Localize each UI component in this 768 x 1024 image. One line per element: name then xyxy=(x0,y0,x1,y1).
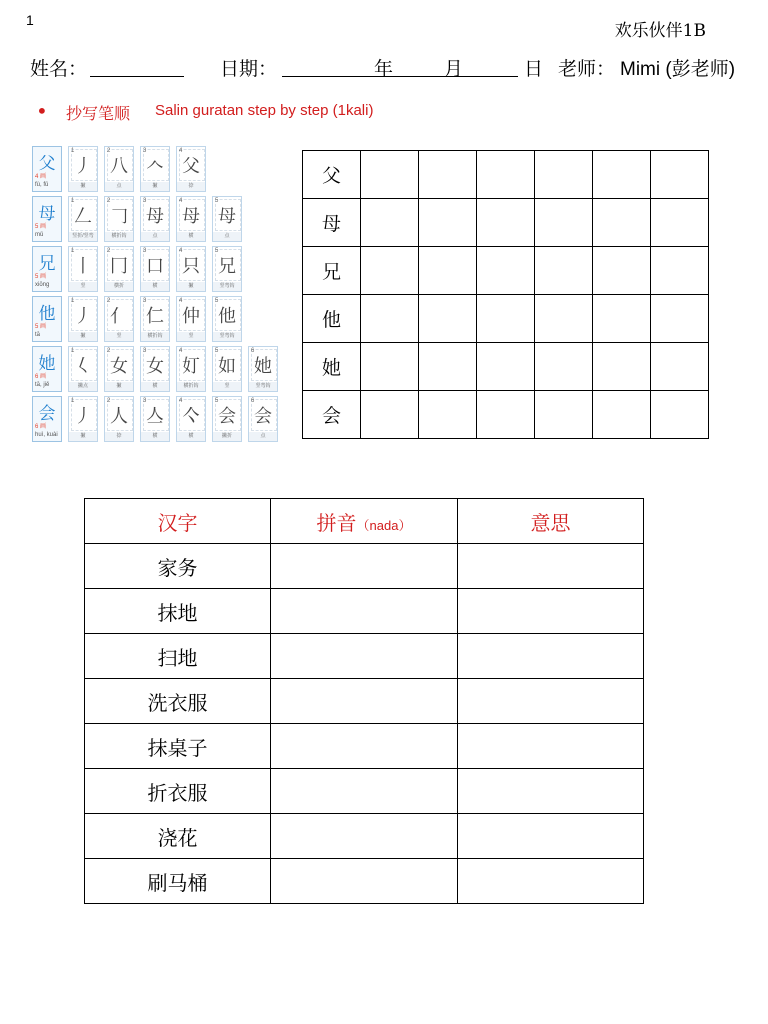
stroke-step-name: 撇 xyxy=(177,282,205,291)
practice-cell[interactable] xyxy=(361,343,419,391)
vocab-row xyxy=(85,544,644,589)
stroke-step-number: 2 xyxy=(107,298,111,304)
stroke-step-number: 3 xyxy=(143,148,147,154)
practice-cell[interactable] xyxy=(593,247,651,295)
vocab-row xyxy=(85,769,644,814)
stroke-step-name: 撇 xyxy=(69,432,97,441)
stroke-step-number: 3 xyxy=(143,198,147,204)
vocab-row xyxy=(85,589,644,634)
stroke-step-name: 捺 xyxy=(105,432,133,441)
stroke-step-number: 5 xyxy=(215,348,219,354)
stroke-step-number: 4 xyxy=(179,298,183,304)
stroke-step-number: 4 xyxy=(179,398,183,404)
stroke-step-name: 撇 xyxy=(69,332,97,341)
stroke-step-glyph: 仲 xyxy=(182,306,200,327)
practice-cell[interactable] xyxy=(361,247,419,295)
stroke-step xyxy=(68,346,98,392)
stroke-step xyxy=(104,296,134,342)
practice-cell[interactable] xyxy=(593,295,651,343)
practice-grid xyxy=(302,150,709,439)
stroke-step-glyph: 𠆢 xyxy=(146,156,164,177)
stroke-step xyxy=(212,346,242,392)
stroke-char: 他 xyxy=(38,304,56,324)
stroke-step xyxy=(140,146,170,192)
vocab-word: 扫地 xyxy=(85,634,271,679)
stroke-step xyxy=(104,246,134,292)
stroke-step-name: 点 xyxy=(213,232,241,241)
practice-cell[interactable] xyxy=(419,295,477,343)
stroke-char-cell xyxy=(32,146,62,192)
name-label: 姓名： xyxy=(30,58,88,80)
vocab-word: 刷马桶 xyxy=(85,859,271,904)
stroke-char-cell xyxy=(32,196,62,242)
instruction-chinese: 抄写笔顺 xyxy=(66,104,131,123)
practice-cell[interactable] xyxy=(535,391,593,439)
stroke-char: 父 xyxy=(38,154,56,174)
practice-cell[interactable] xyxy=(593,199,651,247)
header-pinyin-label: 拼音 xyxy=(316,510,357,535)
stroke-step-name: 横 xyxy=(141,382,169,391)
practice-cell[interactable] xyxy=(593,151,651,199)
teacher-name: Mimi (彭老师) xyxy=(620,59,736,80)
header-pinyin xyxy=(271,499,458,544)
practice-cell[interactable] xyxy=(651,391,709,439)
stroke-step-glyph: 母 xyxy=(218,206,236,227)
stroke-step-glyph: 亽 xyxy=(182,406,200,427)
stroke-step-number: 2 xyxy=(107,348,111,354)
stroke-step-name: 横 xyxy=(177,232,205,241)
stroke-step-number: 5 xyxy=(215,398,219,404)
meaning-answer-cell[interactable] xyxy=(458,634,644,679)
stroke-step xyxy=(176,146,206,192)
practice-cell[interactable] xyxy=(535,199,593,247)
book-title: 欢乐伙伴1B xyxy=(614,21,706,41)
stroke-char: 兄 xyxy=(38,254,56,274)
stroke-step-glyph: 她 xyxy=(254,356,272,377)
stroke-pinyin: fù, fǔ xyxy=(35,182,49,188)
stroke-char-cell xyxy=(32,396,62,442)
stroke-step-number: 2 xyxy=(107,248,111,254)
stroke-step-name: 点 xyxy=(249,432,277,441)
stroke-step-name: 竖 xyxy=(69,282,97,291)
stroke-step-glyph: 冂 xyxy=(110,256,128,277)
stroke-count: 4 画 xyxy=(35,174,47,180)
month-label: 月 xyxy=(444,58,464,80)
page-number: 1 xyxy=(26,12,34,28)
stroke-step-glyph: 母 xyxy=(182,206,200,227)
stroke-step-number: 2 xyxy=(107,198,111,204)
stroke-step-glyph: 奵 xyxy=(182,356,200,377)
vocab-word: 浇花 xyxy=(85,814,271,859)
stroke-step-glyph: 亻 xyxy=(110,306,128,327)
practice-model-char: 兄 xyxy=(303,247,361,295)
stroke-step-glyph: 仁 xyxy=(146,306,164,327)
stroke-step-name: 横折钩 xyxy=(141,332,169,341)
stroke-char-cell xyxy=(32,296,62,342)
practice-row xyxy=(303,199,709,247)
stroke-step-name: 点 xyxy=(105,182,133,191)
stroke-step xyxy=(248,346,278,392)
practice-model-char: 母 xyxy=(303,199,361,247)
stroke-step-name: 横折钩 xyxy=(105,232,133,241)
stroke-step xyxy=(68,196,98,242)
stroke-step-number: 1 xyxy=(71,398,75,404)
stroke-char: 会 xyxy=(38,404,56,424)
stroke-step-glyph: 只 xyxy=(182,256,200,277)
stroke-pinyin: tā, jiě xyxy=(35,382,50,388)
practice-cell[interactable] xyxy=(535,343,593,391)
vocab-table xyxy=(84,498,644,904)
practice-cell[interactable] xyxy=(535,295,593,343)
stroke-step-number: 3 xyxy=(143,348,147,354)
stroke-step-glyph: 丿 xyxy=(74,406,92,427)
vocab-word: 洗衣服 xyxy=(85,679,271,724)
stroke-step-name: 竖弯钩 xyxy=(213,282,241,291)
stroke-step-name: 横折钩 xyxy=(177,382,205,391)
practice-cell[interactable] xyxy=(419,199,477,247)
stroke-step-name: 竖 xyxy=(177,332,205,341)
stroke-step-name: 横 xyxy=(141,282,169,291)
stroke-step xyxy=(104,146,134,192)
stroke-step xyxy=(104,346,134,392)
practice-cell[interactable] xyxy=(419,343,477,391)
practice-cell[interactable] xyxy=(651,151,709,199)
stroke-pinyin: mǔ xyxy=(35,232,44,238)
practice-cell[interactable] xyxy=(419,391,477,439)
stroke-step-number: 1 xyxy=(71,148,75,154)
practice-cell[interactable] xyxy=(593,343,651,391)
stroke-step-name: 撇 xyxy=(141,182,169,191)
stroke-step-name: 竖 xyxy=(213,382,241,391)
stroke-step-name: 竖折/竖弯 xyxy=(69,232,97,241)
practice-cell[interactable] xyxy=(651,247,709,295)
stroke-step-number: 2 xyxy=(107,398,111,404)
stroke-step xyxy=(212,296,242,342)
stroke-pinyin: huì, kuài xyxy=(35,432,58,438)
stroke-step-name: 竖弯钩 xyxy=(249,382,277,391)
practice-cell[interactable] xyxy=(361,151,419,199)
vocab-word: 折衣服 xyxy=(85,769,271,814)
stroke-step-number: 1 xyxy=(71,248,75,254)
stroke-step xyxy=(140,396,170,442)
stroke-step xyxy=(68,246,98,292)
stroke-step-number: 5 xyxy=(215,198,219,204)
stroke-step-glyph: 女 xyxy=(146,356,164,377)
stroke-step-name: 横 xyxy=(141,432,169,441)
stroke-step-number: 3 xyxy=(143,248,147,254)
name-blank[interactable] xyxy=(90,56,184,77)
practice-cell[interactable] xyxy=(361,199,419,247)
bullet-icon: • xyxy=(36,99,48,123)
practice-cell[interactable] xyxy=(477,295,535,343)
practice-model-char: 会 xyxy=(303,391,361,439)
stroke-step-name: 撇 xyxy=(105,382,133,391)
vocab-header-row xyxy=(85,499,644,544)
stroke-step-number: 6 xyxy=(251,348,255,354)
pinyin-answer-cell[interactable] xyxy=(271,634,458,679)
stroke-step-glyph: 他 xyxy=(218,306,236,327)
stroke-step xyxy=(140,346,170,392)
practice-model-char: 他 xyxy=(303,295,361,343)
stroke-step-glyph: 亼 xyxy=(146,406,164,427)
meaning-answer-cell[interactable] xyxy=(458,859,644,904)
stroke-count: 5 画 xyxy=(35,274,47,280)
practice-cell[interactable] xyxy=(535,247,593,295)
stroke-step-glyph: 𠃌 xyxy=(110,206,128,227)
practice-cell[interactable] xyxy=(419,151,477,199)
practice-cell[interactable] xyxy=(477,391,535,439)
date-blank[interactable] xyxy=(282,56,518,77)
stroke-step xyxy=(176,296,206,342)
stroke-step-name: 竖弯钩 xyxy=(213,332,241,341)
stroke-step-number: 1 xyxy=(71,198,75,204)
header-pinyin-note: （nada） xyxy=(356,517,412,533)
teacher-label: 老师： xyxy=(558,58,616,80)
stroke-step-glyph: 如 xyxy=(218,356,236,377)
stroke-step xyxy=(176,396,206,442)
stroke-step-name: 撇 xyxy=(69,182,97,191)
stroke-step xyxy=(140,246,170,292)
stroke-step-name: 撇折 xyxy=(213,432,241,441)
header-meaning: 意思 xyxy=(458,499,644,544)
stroke-step-glyph: 𠃋 xyxy=(74,206,92,227)
stroke-step xyxy=(176,346,206,392)
stroke-step-glyph: 丿 xyxy=(74,306,92,327)
stroke-step xyxy=(68,396,98,442)
stroke-count: 6 画 xyxy=(35,424,47,430)
pinyin-answer-cell[interactable] xyxy=(271,814,458,859)
stroke-step xyxy=(68,296,98,342)
stroke-step-name: 横折 xyxy=(105,282,133,291)
stroke-step-glyph: 人 xyxy=(110,406,128,427)
stroke-step-number: 1 xyxy=(71,298,75,304)
practice-cell[interactable] xyxy=(651,295,709,343)
stroke-char-cell xyxy=(32,346,62,392)
meaning-answer-cell[interactable] xyxy=(458,589,644,634)
stroke-step-name: 横 xyxy=(177,432,205,441)
stroke-step-glyph: 会 xyxy=(218,406,236,427)
practice-cell[interactable] xyxy=(477,247,535,295)
stroke-step xyxy=(176,196,206,242)
stroke-step-number: 1 xyxy=(71,348,75,354)
vocab-row xyxy=(85,859,644,904)
day-label: 日 xyxy=(524,58,544,80)
stroke-step-number: 2 xyxy=(107,148,111,154)
practice-cell[interactable] xyxy=(651,199,709,247)
practice-row xyxy=(303,391,709,439)
stroke-step xyxy=(212,396,242,442)
stroke-step-name: 捺 xyxy=(177,182,205,191)
stroke-step-number: 4 xyxy=(179,348,183,354)
practice-cell[interactable] xyxy=(419,247,477,295)
practice-cell[interactable] xyxy=(361,391,419,439)
practice-cell[interactable] xyxy=(593,391,651,439)
stroke-count: 5 画 xyxy=(35,224,47,230)
stroke-pinyin: xiōng xyxy=(35,282,50,288)
practice-row xyxy=(303,247,709,295)
practice-row xyxy=(303,343,709,391)
stroke-char: 母 xyxy=(38,204,56,224)
meaning-answer-cell[interactable] xyxy=(458,679,644,724)
stroke-step xyxy=(212,246,242,292)
stroke-step xyxy=(140,196,170,242)
stroke-step-glyph: 丿 xyxy=(74,156,92,177)
practice-model-char: 父 xyxy=(303,151,361,199)
stroke-step-number: 6 xyxy=(251,398,255,404)
stroke-step-glyph: 八 xyxy=(110,156,128,177)
stroke-step-number: 5 xyxy=(215,298,219,304)
stroke-step-glyph: 会 xyxy=(254,406,272,427)
pinyin-answer-cell[interactable] xyxy=(271,679,458,724)
stroke-step xyxy=(104,196,134,242)
vocab-row xyxy=(85,814,644,859)
practice-model-char: 她 xyxy=(303,343,361,391)
stroke-step-number: 4 xyxy=(179,198,183,204)
practice-cell[interactable] xyxy=(477,199,535,247)
meaning-answer-cell[interactable] xyxy=(458,814,644,859)
practice-row xyxy=(303,151,709,199)
stroke-step-name: 撇点 xyxy=(69,382,97,391)
stroke-step-glyph: 𡿨 xyxy=(74,356,92,377)
date-label: 日期： xyxy=(220,58,278,80)
stroke-step-glyph: 父 xyxy=(182,156,200,177)
stroke-step-name: 竖 xyxy=(105,332,133,341)
stroke-step xyxy=(248,396,278,442)
stroke-step-number: 3 xyxy=(143,398,147,404)
stroke-step-number: 4 xyxy=(179,248,183,254)
pinyin-answer-cell[interactable] xyxy=(271,769,458,814)
year-label: 年 xyxy=(374,58,394,80)
stroke-char: 她 xyxy=(38,354,56,374)
vocab-word: 家务 xyxy=(85,544,271,589)
stroke-step-number: 3 xyxy=(143,298,147,304)
pinyin-answer-cell[interactable] xyxy=(271,544,458,589)
practice-row xyxy=(303,295,709,343)
practice-cell[interactable] xyxy=(477,151,535,199)
stroke-step xyxy=(176,246,206,292)
pinyin-answer-cell[interactable] xyxy=(271,589,458,634)
vocab-row xyxy=(85,724,644,769)
stroke-step xyxy=(104,396,134,442)
vocab-word: 抹地 xyxy=(85,589,271,634)
vocab-word: 抹桌子 xyxy=(85,724,271,769)
stroke-step-number: 4 xyxy=(179,148,183,154)
stroke-step xyxy=(68,146,98,192)
stroke-char-cell xyxy=(32,246,62,292)
practice-cell[interactable] xyxy=(535,151,593,199)
stroke-step xyxy=(140,296,170,342)
pinyin-answer-cell[interactable] xyxy=(271,724,458,769)
stroke-count: 5 画 xyxy=(35,324,47,330)
stroke-pinyin: tā xyxy=(35,332,41,338)
pinyin-answer-cell[interactable] xyxy=(271,859,458,904)
stroke-step-glyph: 女 xyxy=(110,356,128,377)
stroke-step-glyph: 母 xyxy=(146,206,164,227)
stroke-step-number: 5 xyxy=(215,248,219,254)
stroke-count: 6 画 xyxy=(35,374,47,380)
practice-cell[interactable] xyxy=(651,343,709,391)
stroke-step-glyph: 丨 xyxy=(74,256,92,277)
practice-cell[interactable] xyxy=(361,295,419,343)
meaning-answer-cell[interactable] xyxy=(458,724,644,769)
meaning-answer-cell[interactable] xyxy=(458,544,644,589)
stroke-order-chart xyxy=(32,146,284,442)
header-hanzi: 汉字 xyxy=(85,499,271,544)
stroke-step xyxy=(212,196,242,242)
meaning-answer-cell[interactable] xyxy=(458,769,644,814)
practice-cell[interactable] xyxy=(477,343,535,391)
stroke-step-glyph: 兄 xyxy=(218,256,236,277)
instruction-malay: Salin guratan step by step (1kali) xyxy=(155,102,374,119)
vocab-row xyxy=(85,679,644,724)
vocab-row xyxy=(85,634,644,679)
stroke-step-name: 点 xyxy=(141,232,169,241)
stroke-step-glyph: 口 xyxy=(146,256,164,277)
